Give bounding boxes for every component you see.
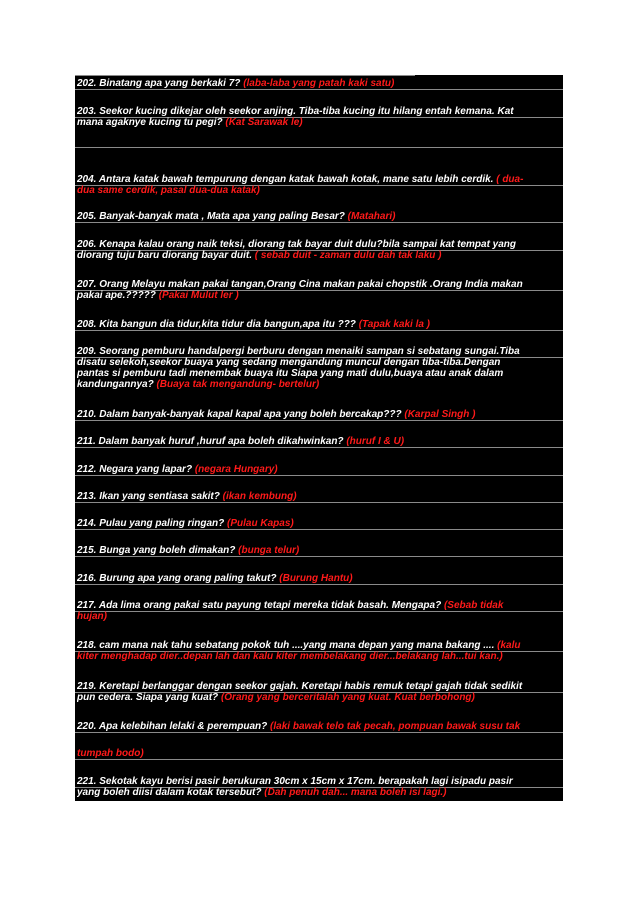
answer-text: (Buaya tak mengandung- bertelur) bbox=[156, 379, 320, 390]
riddle-line bbox=[77, 436, 561, 447]
answer-text: (negara Hungary) bbox=[194, 464, 278, 475]
answer-text: ( dua- bbox=[496, 174, 524, 185]
riddle-line bbox=[77, 748, 561, 759]
row-divider bbox=[75, 732, 563, 733]
question-text: 218. cam mana nak tahu sebatang pokok tuh ....yang mana depan yang mana bakang .... bbox=[77, 640, 498, 651]
answer-text: (Sebab tidak bbox=[443, 600, 504, 611]
question-text: pun cedera. Siapa yang kuat? bbox=[77, 692, 221, 703]
row-divider bbox=[75, 475, 563, 476]
row-divider bbox=[75, 502, 563, 503]
riddle-line bbox=[77, 409, 561, 420]
question-text: 208. Kita bangun dia tidur,kita tidur dia bangun,apa itu ??? bbox=[77, 319, 359, 330]
question-text: 217. Ada lima orang pakai satu payung tetapi mereka tidak basah. Mengapa? bbox=[77, 600, 444, 611]
question-text: 202. Binatang apa yang berkaki 7? bbox=[77, 78, 244, 89]
question-text: kandungannya? bbox=[77, 379, 157, 390]
question-text: 220. Apa kelebihan lelaki & perempuan? bbox=[77, 721, 271, 732]
answer-text: (Matahari) bbox=[347, 211, 396, 222]
answer-text: (laki bawak telo tak pecah, pompuan bawak susu tak bbox=[270, 721, 521, 732]
answer-text: (Orang yang berceritalah yang kuat. Kuat berbohong) bbox=[220, 692, 475, 703]
answer-text: (Pakai Mulut ler ) bbox=[158, 290, 239, 301]
riddle-list bbox=[75, 75, 563, 801]
riddle-line bbox=[77, 185, 561, 196]
riddle-line bbox=[77, 776, 561, 787]
question-text: 211. Dalam banyak huruf ,huruf apa boleh dikahwinkan? bbox=[77, 436, 347, 447]
riddle-line bbox=[77, 721, 561, 732]
riddle-line bbox=[77, 117, 561, 128]
riddle-line bbox=[77, 379, 561, 390]
question-text: pakai ape.????? bbox=[77, 290, 159, 301]
riddle-line bbox=[77, 250, 561, 261]
question-text: 216. Burung apa yang orang paling takut? bbox=[77, 573, 280, 584]
riddle-line bbox=[77, 692, 561, 703]
question-text: 209. Seorang pemburu handalpergi berburu dengan menaiki sampan si sebatang sungai.Tiba bbox=[77, 346, 520, 357]
answer-text: (ikan kembung) bbox=[222, 491, 297, 502]
answer-text: (bunga telur) bbox=[238, 545, 300, 556]
riddle-line bbox=[77, 600, 561, 611]
row-divider bbox=[75, 222, 563, 223]
answer-text: (huruf I & U) bbox=[346, 436, 405, 447]
row-divider bbox=[75, 759, 563, 760]
answer-text: tumpah bodo) bbox=[77, 748, 144, 759]
answer-text: (Pulau Kapas) bbox=[227, 518, 294, 529]
question-text: 203. Seekor kucing dikejar oleh seekor anjing. Tiba-tiba kucing itu hilang entah kemana. Kat bbox=[77, 106, 514, 117]
answer-text: (Dah penuh dah... mana boleh isi lagi.) bbox=[264, 787, 447, 798]
row-divider bbox=[75, 147, 563, 148]
question-text: 206. Kenapa kalau orang naik teksi, diorang tak bayar duit dulu?bila sampai kat tempat yang bbox=[77, 239, 517, 250]
riddle-line bbox=[77, 518, 561, 529]
riddle-line bbox=[77, 106, 561, 117]
question-text: yang boleh diisi dalam kotak tersebut? bbox=[77, 787, 265, 798]
riddle-line bbox=[77, 640, 561, 651]
row-divider bbox=[75, 420, 563, 421]
answer-text: (Burung Hantu) bbox=[279, 573, 353, 584]
question-text: 215. Bunga yang boleh dimakan? bbox=[77, 545, 239, 556]
question-text: 205. Banyak-banyak mata , Mata apa yang paling Besar? bbox=[77, 211, 348, 222]
riddle-line bbox=[77, 319, 561, 330]
answer-text: (Karpal Singh ) bbox=[404, 409, 476, 420]
row-divider bbox=[75, 529, 563, 530]
answer-text: (kalu bbox=[497, 640, 521, 651]
question-text: 221. Sekotak kayu berisi pasir berukuran 30cm x 15cm x 17cm. berapakah lagi isipadu pasir bbox=[77, 776, 513, 787]
question-text: diorang tuju baru diorang bayar duit. bbox=[77, 250, 255, 261]
riddle-line bbox=[77, 545, 561, 556]
row-divider bbox=[75, 75, 415, 76]
row-divider bbox=[75, 330, 563, 331]
row-divider bbox=[75, 556, 563, 557]
riddle-line bbox=[77, 651, 561, 662]
row-divider bbox=[75, 584, 563, 585]
question-text: mana agaknye kucing tu pegi? bbox=[77, 117, 226, 128]
row-divider bbox=[75, 447, 563, 448]
riddle-line bbox=[77, 211, 561, 222]
question-text: 204. Antara katak bawah tempurung dengan katak bawah kotak, mane satu lebih cerdik. bbox=[77, 174, 497, 185]
riddle-line bbox=[77, 290, 561, 301]
riddle-line bbox=[77, 681, 561, 692]
question-text: 210. Dalam banyak-banyak kapal kapal apa yang boleh bercakap??? bbox=[77, 409, 405, 420]
question-text: 219. Keretapi berlanggar dengan seekor gajah. Keretapi habis remuk tetapi gajah tidak sedikit bbox=[77, 681, 523, 692]
riddle-line bbox=[77, 491, 561, 502]
riddle-line bbox=[77, 78, 561, 89]
answer-text: (Kat Sarawak le) bbox=[225, 117, 303, 128]
riddle-line bbox=[77, 368, 561, 379]
riddle-line bbox=[77, 174, 561, 185]
riddle-line bbox=[77, 464, 561, 475]
answer-text: hujan) bbox=[77, 611, 107, 622]
answer-text: kiter menghadap dier..depan lah dan kalu kiter membelakang dier...belakang lah...tui kan.) bbox=[77, 651, 503, 662]
answer-text: (laba-laba yang patah kaki satu) bbox=[243, 78, 395, 89]
answer-text: dua same cerdik, pasal dua-dua katak) bbox=[77, 185, 260, 196]
answer-text: (Tapak kaki la ) bbox=[358, 319, 431, 330]
answer-text: ( sebab duit - zaman dulu dah tak laku ) bbox=[254, 250, 442, 261]
riddle-line bbox=[77, 239, 561, 250]
question-text: 214. Pulau yang paling ringan? bbox=[77, 518, 228, 529]
question-text: 213. Ikan yang sentiasa sakit? bbox=[77, 491, 223, 502]
row-divider bbox=[75, 89, 563, 90]
riddle-line bbox=[77, 279, 561, 290]
riddle-line bbox=[77, 611, 561, 622]
question-text: 207. Orang Melayu makan pakai tangan,Orang Cina makan pakai chopstik .Orang India makan bbox=[77, 279, 523, 290]
question-text: disatu selekoh,seekor buaya yang sedang mengandung muncul dengan tiba-tiba.Dengan bbox=[77, 357, 501, 368]
question-text: 212. Negara yang lapar? bbox=[77, 464, 195, 475]
riddle-line bbox=[77, 787, 561, 798]
riddle-line bbox=[77, 346, 561, 357]
riddle-line bbox=[77, 573, 561, 584]
riddle-line bbox=[77, 357, 561, 368]
question-text: pantas si pemburu tadi menembak buaya itu Siapa yang mati dulu,buaya atau anak dalam bbox=[77, 368, 504, 379]
